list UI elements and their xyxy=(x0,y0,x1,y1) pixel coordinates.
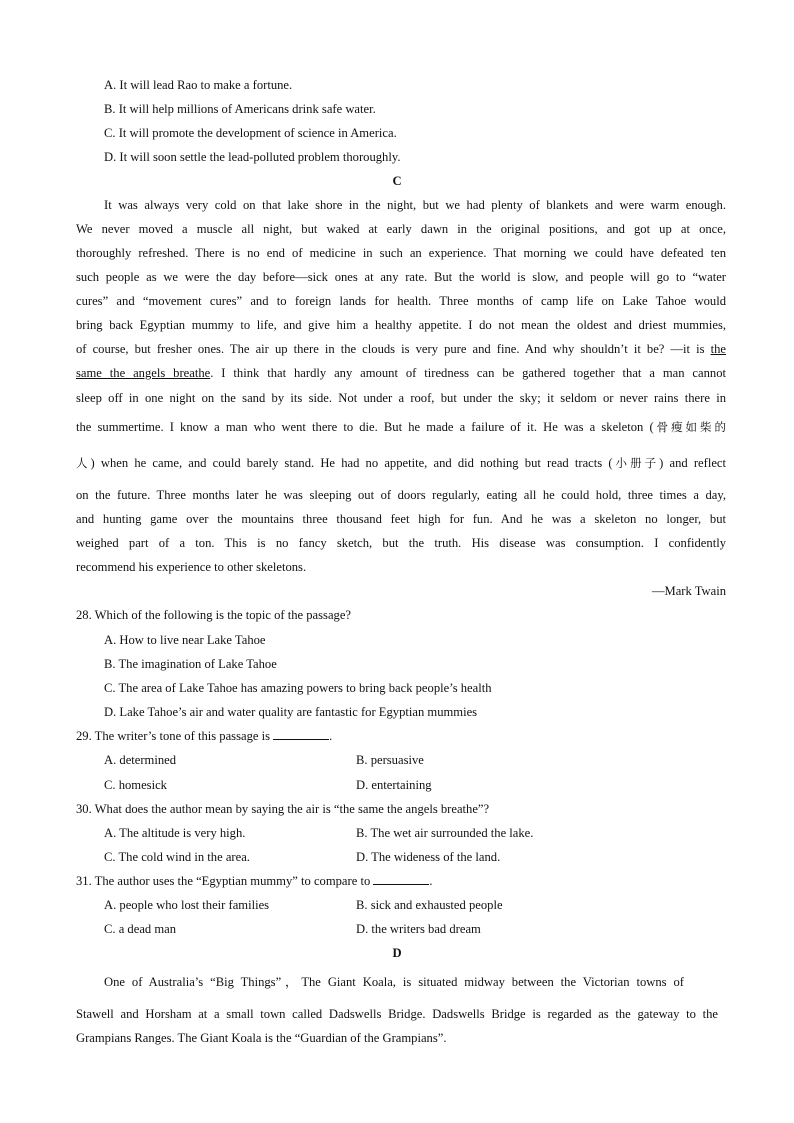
q29-stem xyxy=(76,728,332,744)
q28-option-a: A. How to live near Lake Tahoe xyxy=(104,633,266,647)
q27-option-a: A. It will lead Rao to make a fortune. xyxy=(104,78,293,92)
q30-option-c: C. The cold wind in the area. xyxy=(104,850,250,864)
passage-d-line: Grampians Ranges. The Giant Koala is the “Guardian of the Grampians”. xyxy=(76,1031,447,1045)
q31-option-a: A. people who lost their families xyxy=(104,898,270,912)
q28-option-d: D. Lake Tahoe’s air and water quality are fantastic for Egyptian mummies xyxy=(104,705,478,719)
answer-blank xyxy=(373,873,429,885)
passage-d-line: One of Australia’s “Big Things”，The Giant Koala, is situated midway between the Victorian towns of xyxy=(104,975,684,989)
passage-c-text: of course, but fresher ones. The air up there in the clouds is very pure and fine. And why shouldn’t it be? —it is xyxy=(76,342,705,356)
q29-stem-end: . xyxy=(329,729,333,743)
q30-option-b: B. The wet air surrounded the lake. xyxy=(356,826,534,840)
passage-c-text: . I think that hardly any amount of tiredness can be gathered together that a man cannot xyxy=(210,366,727,380)
passage-c-line: cures” and “movement cures” and to foreign lands for health. Three months of camp life on Lake Tahoe would xyxy=(76,294,726,308)
passage-c-text: ) when he came, and could barely stand. He had no appetite, and did nothing but read tracts ( xyxy=(90,456,613,470)
passage-author: —Mark Twain xyxy=(651,584,726,598)
q28-option-c: C. The area of Lake Tahoe has amazing powers to bring back people’s health xyxy=(104,681,492,695)
underlined-phrase: same the angels breathe xyxy=(76,366,211,380)
underlined-phrase: the xyxy=(710,342,726,356)
q30-stem: 30. What does the author mean by saying the air is “the same the angels breathe”? xyxy=(76,802,490,816)
passage-c-line: recommend his experience to other skeletons. xyxy=(76,560,307,574)
q28-stem: 28. Which of the following is the topic of the passage? xyxy=(76,608,352,622)
passage-c-line xyxy=(76,455,726,471)
section-d-heading: D xyxy=(392,946,402,960)
passage-c-line: on the future. Three months later he was sleeping out of doors regularly, eating all he could hold, three times a day, xyxy=(76,488,726,502)
passage-c-line: It was always very cold on that lake shore in the night, but we had plenty of blankets and were warm enough. xyxy=(104,198,726,212)
chinese-gloss: 人 xyxy=(76,456,91,470)
passage-c-line xyxy=(76,341,726,357)
passage-c-text: the summertime. I know a man who went there to die. But he made a failure of it. He was a skeleton ( xyxy=(76,420,654,434)
q29-option-b: B. persuasive xyxy=(356,753,424,767)
passage-c-line: weighed part of a ton. This is no fancy sketch, but the truth. His disease was consumption. I confidently xyxy=(76,536,726,550)
q30-option-a: A. The altitude is very high. xyxy=(104,826,246,840)
q31-stem-end: . xyxy=(429,874,433,888)
q31-option-b: B. sick and exhausted people xyxy=(356,898,503,912)
passage-c-line: and hunting game over the mountains three thousand feet high for fun. And he was a skeleton no longer, but xyxy=(76,512,726,526)
passage-c-text: ) and reflect xyxy=(659,456,727,470)
passage-c-line: bring back Egyptian mummy to life, and give him a healthy appetite. I do not mean the oldest and driest mummies, xyxy=(76,318,726,332)
q31-option-d: D. the writers bad dream xyxy=(356,922,481,936)
q31-option-c: C. a dead man xyxy=(104,922,177,936)
q31-stem-text: 31. The author uses the “Egyptian mummy” to compare to xyxy=(76,874,371,888)
q29-option-d: D. entertaining xyxy=(356,778,432,792)
passage-c-line: sleep off in one night on the sand by its side. Not under a roof, but under the sky; it seldom or never rains there in xyxy=(76,391,726,405)
q27-option-d: D. It will soon settle the lead-polluted problem thoroughly. xyxy=(104,150,401,164)
q29-stem-text: 29. The writer’s tone of this passage is xyxy=(76,729,271,743)
passage-c-line xyxy=(76,365,726,381)
q30-option-d: D. The wideness of the land. xyxy=(356,850,501,864)
passage-c-line: such people as we were the day before—sick ones at any rate. But the world is slow, and people will go to “water xyxy=(76,270,726,284)
q29-option-c: C. homesick xyxy=(104,778,167,792)
answer-blank xyxy=(273,728,329,740)
section-c-heading: C xyxy=(392,174,402,188)
q27-option-b: B. It will help millions of Americans drink safe water. xyxy=(104,102,376,116)
q31-stem xyxy=(76,873,433,889)
chinese-gloss: 小册子 xyxy=(612,456,660,470)
passage-d-line: Stawell and Horsham at a small town called Dadswells Bridge. Dadswells Bridge is regarded as the gateway to the xyxy=(76,1007,718,1021)
chinese-gloss: 骨瘦如柴的 xyxy=(653,420,726,434)
passage-c-line: We never moved a muscle all night, but waked at early dawn in the original positions, and got up at once, xyxy=(76,222,726,236)
passage-c-line: thoroughly refreshed. There is no end of medicine in such an experience. That morning we could have defeated ten xyxy=(76,246,726,260)
passage-c-line xyxy=(76,419,726,435)
q29-option-a: A. determined xyxy=(104,753,177,767)
q28-option-b: B. The imagination of Lake Tahoe xyxy=(104,657,277,671)
q27-option-c: C. It will promote the development of science in America. xyxy=(104,126,397,140)
